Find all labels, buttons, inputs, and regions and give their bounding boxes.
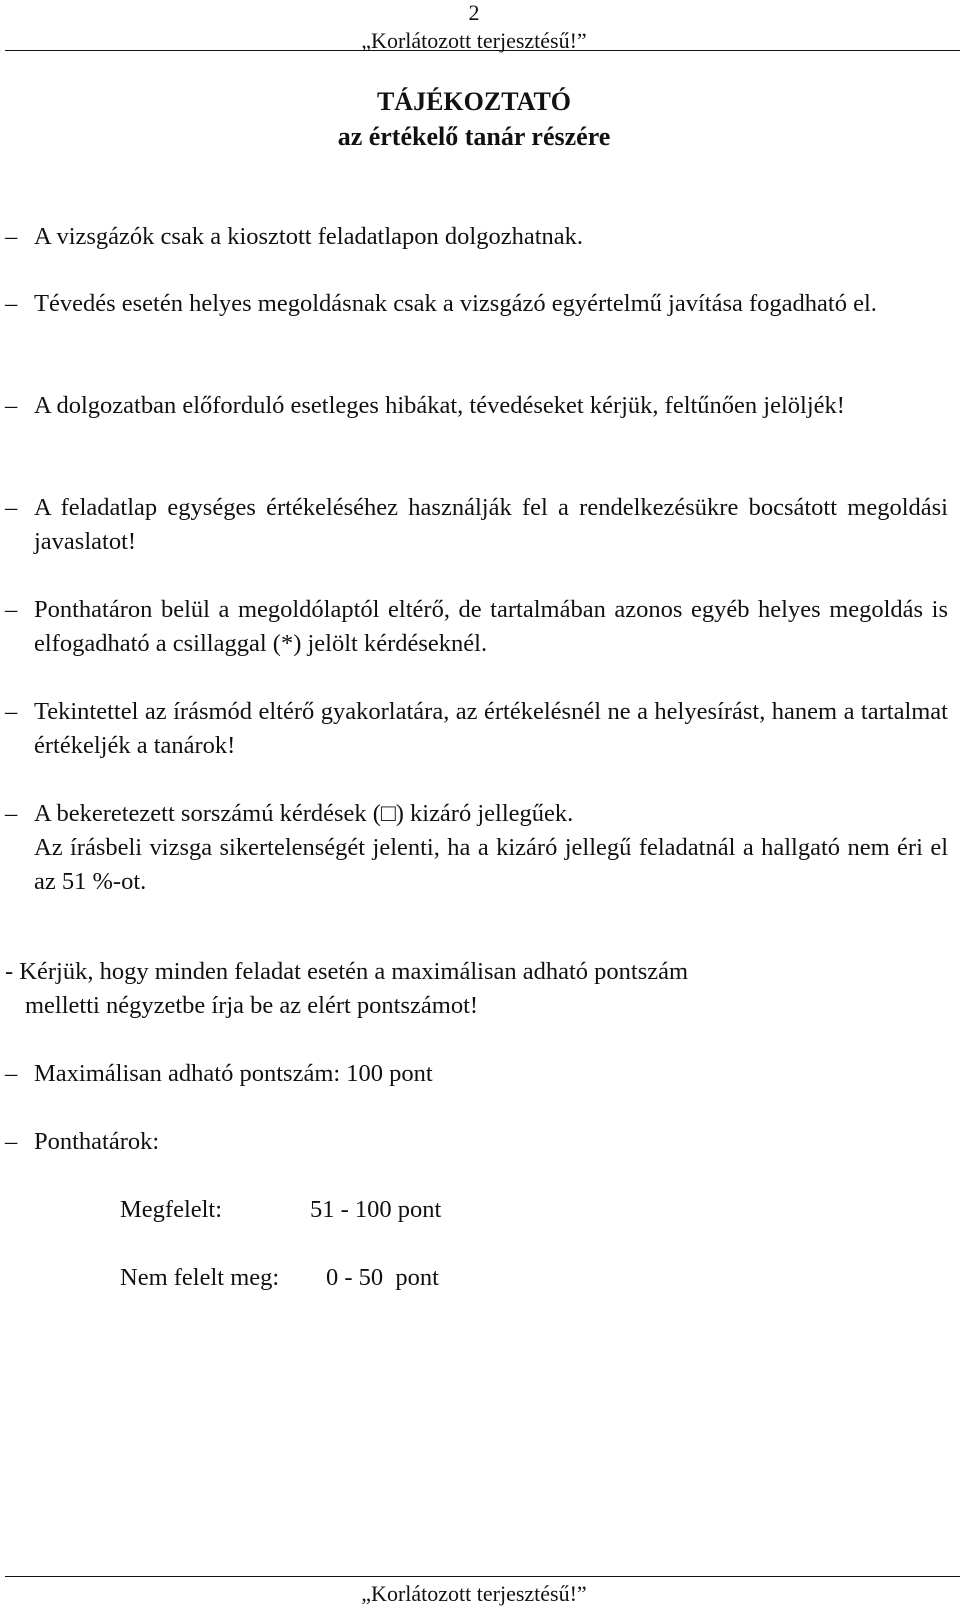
document-title-line-2: az értékelő tanár részére <box>337 122 611 151</box>
dash-bullet: – <box>5 698 18 725</box>
dash-bullet: – <box>5 800 18 827</box>
instruction-text: A dolgozatban előforduló esetleges hibákat, tévedéseket kérjük, feltűnően jelöljék! <box>34 392 845 419</box>
instruction-continuation: Az írásbeli vizsga sikertelenségét jelenti, ha a kizáró jellegű feladatnál a hallgató nem éri el az 51 %-ot. <box>34 834 948 895</box>
dash-bullet: – <box>5 392 18 419</box>
instruction-item-score-entry <box>5 955 948 1023</box>
document-title <box>0 84 948 154</box>
score-entry-line-1: - Kérjük, hogy minden feladat esetén a maximálisan adható pontszám <box>5 958 689 985</box>
instruction-item-7 <box>5 797 948 899</box>
dash-bullet: – <box>5 1060 18 1087</box>
instruction-text: A feladatlap egységes értékeléséhez használják fel a rendelkezésükre bocsátott megoldási javaslatot! <box>34 494 948 555</box>
dash-bullet: – <box>5 1128 18 1155</box>
page-number: 2 <box>468 0 480 25</box>
threshold-value: 0 - 50 pont <box>326 1264 439 1291</box>
instruction-item-max-points <box>5 1057 948 1091</box>
document-title-line-1: TÁJÉKOZTATÓ <box>376 87 572 116</box>
instruction-item-5 <box>5 593 948 661</box>
instruction-text: A vizsgázók csak a kiosztott feladatlapon dolgozhatnak. <box>34 223 584 250</box>
threshold-value: 51 - 100 pont <box>310 1196 442 1223</box>
max-points-text: Maximálisan adható pontszám: 100 pont <box>34 1060 433 1087</box>
threshold-row-fail <box>120 1261 439 1295</box>
footer-rule <box>5 1576 960 1577</box>
instruction-item-3 <box>5 389 948 423</box>
dash-bullet: – <box>5 596 18 623</box>
instruction-item-6 <box>5 695 948 763</box>
instruction-item-4 <box>5 491 948 559</box>
dash-bullet: – <box>5 290 18 317</box>
instruction-item-2 <box>5 287 948 321</box>
instruction-text: Tévedés esetén helyes megoldásnak csak a vizsgázó egyértelmű javítása fogadható el. <box>34 290 877 317</box>
threshold-label: Nem felelt meg: <box>120 1264 280 1291</box>
thresholds-label: Ponthatárok: <box>34 1128 160 1155</box>
instruction-text: Ponthatáron belül a megoldólaptól eltérő, de tartalmában azonos egyéb helyes megoldás is elfogadható a csillaggal (*) jelölt kérdéseknél. <box>34 596 948 657</box>
header-restriction-notice: „Korlátozott terjesztésű!” <box>361 28 587 53</box>
instruction-item-thresholds <box>5 1125 948 1159</box>
instruction-item-1 <box>5 220 948 254</box>
header-rule <box>5 50 960 51</box>
dash-bullet: – <box>5 494 18 521</box>
instruction-text: Tekintettel az írásmód eltérő gyakorlatára, az értékelésnél ne a helyesírást, hanem a tartalmat értékeljék a tanárok! <box>34 698 948 759</box>
instruction-text: A bekeretezett sorszámú kérdések (□) kizáró jellegűek. <box>34 800 574 827</box>
score-entry-line-2: melletti négyzetbe írja be az elért pontszámot! <box>25 992 479 1019</box>
threshold-row-pass <box>120 1193 442 1227</box>
threshold-label: Megfelelt: <box>120 1196 223 1223</box>
footer-restriction-notice: „Korlátozott terjesztésű!” <box>361 1581 587 1606</box>
dash-bullet: – <box>5 223 18 250</box>
